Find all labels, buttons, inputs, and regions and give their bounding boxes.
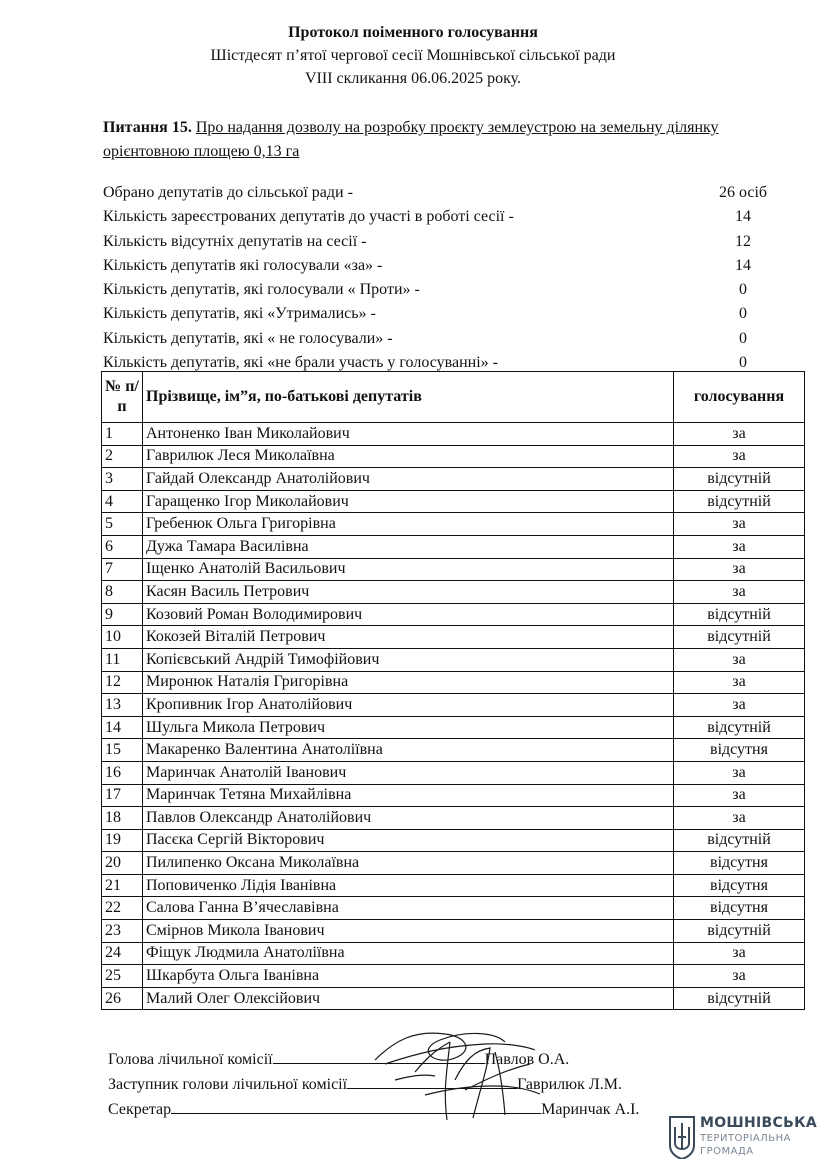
- row-name: Смірнов Микола Іванович: [143, 920, 674, 943]
- row-vote: за: [674, 671, 805, 694]
- document-session: VIII скликання 06.06.2025 року.: [304, 70, 522, 87]
- stat-row: [103, 184, 783, 208]
- stat-row: [103, 305, 783, 329]
- table-row: [102, 603, 805, 626]
- stat-row: [103, 257, 783, 281]
- stat-row: [103, 330, 783, 354]
- table-row: [102, 423, 805, 446]
- table-row: [102, 852, 805, 875]
- row-num: 11: [102, 648, 143, 671]
- question-block: [103, 116, 793, 164]
- row-vote: за: [674, 942, 805, 965]
- stat-label: Кількість депутатів які голосували «за» -: [103, 256, 383, 274]
- table-row: [102, 513, 805, 536]
- row-num: 21: [102, 874, 143, 897]
- table-row: [102, 874, 805, 897]
- row-num: 4: [102, 490, 143, 513]
- stat-value: 14: [735, 256, 751, 274]
- signature-role: Голова лічильної комісії: [108, 1051, 273, 1068]
- stat-row: [103, 281, 783, 305]
- row-num: 9: [102, 603, 143, 626]
- row-num: 17: [102, 784, 143, 807]
- row-vote: відсутня: [674, 852, 805, 875]
- row-name: Салова Ганна В’ячеславівна: [143, 897, 674, 920]
- table-header-row: [102, 372, 805, 423]
- row-num: 13: [102, 694, 143, 717]
- document-title: Протокол поіменного голосування: [288, 24, 538, 41]
- row-num: 23: [102, 920, 143, 943]
- row-name: Іщенко Анатолій Васильович: [143, 558, 674, 581]
- header-num: № п/п: [102, 372, 143, 423]
- table-row: [102, 716, 805, 739]
- row-vote: за: [674, 535, 805, 558]
- row-num: 10: [102, 626, 143, 649]
- logo-line3: ГРОМАДА: [700, 1146, 754, 1157]
- row-vote: за: [674, 807, 805, 830]
- table-row: [102, 626, 805, 649]
- row-num: 25: [102, 965, 143, 988]
- row-vote: за: [674, 965, 805, 988]
- row-name: Пилипенко Оксана Миколаївна: [143, 852, 674, 875]
- row-vote: відсутній: [674, 626, 805, 649]
- table-row: [102, 468, 805, 491]
- row-vote: за: [674, 423, 805, 446]
- row-num: 3: [102, 468, 143, 491]
- table-row: [102, 671, 805, 694]
- signature-name: Гаврилюк Л.М.: [517, 1076, 622, 1093]
- row-name: Гаврилюк Леся Миколаївна: [143, 445, 674, 468]
- row-name: Миронюк Наталія Григорівна: [143, 671, 674, 694]
- table-row: [102, 648, 805, 671]
- row-vote: за: [674, 784, 805, 807]
- table-row: [102, 761, 805, 784]
- row-name: Кокозей Віталій Петрович: [143, 626, 674, 649]
- signature-name: Павлов О.А.: [484, 1051, 570, 1068]
- row-num: 7: [102, 558, 143, 581]
- logo-line1: МОШНІВСЬКА: [700, 1115, 817, 1131]
- table-row: [102, 490, 805, 513]
- row-num: 5: [102, 513, 143, 536]
- question-text: Про надання дозволу на розробку проєкту землеустрою на земельну ділянку орієнтовною площею 0,13 га: [103, 119, 719, 160]
- row-vote: за: [674, 761, 805, 784]
- row-name: Маринчак Анатолій Іванович: [143, 761, 674, 784]
- signature-icon: [355, 1020, 585, 1130]
- table-row: [102, 694, 805, 717]
- table-row: [102, 897, 805, 920]
- row-vote: відсутній: [674, 716, 805, 739]
- question-label: Питання 15.: [103, 119, 192, 136]
- row-vote: відсутня: [674, 874, 805, 897]
- row-name: Маринчак Тетяна Михайлівна: [143, 784, 674, 807]
- header-name: Прізвище, ім”я, по-батькові депутатів: [143, 372, 674, 423]
- table-row: [102, 987, 805, 1010]
- trident-emblem-icon: [668, 1115, 696, 1159]
- row-vote: відсутній: [674, 987, 805, 1010]
- row-name: Дужа Тамара Василівна: [143, 535, 674, 558]
- row-vote: за: [674, 558, 805, 581]
- stat-value: 26 осіб: [718, 184, 768, 201]
- stat-row: [103, 233, 783, 257]
- row-num: 15: [102, 739, 143, 762]
- row-num: 12: [102, 671, 143, 694]
- table-row: [102, 445, 805, 468]
- row-num: 24: [102, 942, 143, 965]
- row-vote: відсутній: [674, 603, 805, 626]
- table-row: [102, 581, 805, 604]
- stat-value: 14: [735, 208, 751, 226]
- row-name: Шкарбута Ольга Іванівна: [143, 965, 674, 988]
- row-num: 20: [102, 852, 143, 875]
- row-vote: відсутній: [674, 920, 805, 943]
- table-row: [102, 829, 805, 852]
- stat-label: Кількість депутатів, які голосували « Проти» -: [103, 281, 420, 299]
- table-row: [102, 558, 805, 581]
- row-num: 22: [102, 897, 143, 920]
- stat-value: 0: [739, 354, 747, 372]
- header-vote: голосування: [674, 372, 805, 423]
- table-row: [102, 920, 805, 943]
- table-row: [102, 739, 805, 762]
- row-vote: відсутня: [674, 739, 805, 762]
- row-name: Шульга Микола Петрович: [143, 716, 674, 739]
- row-num: 8: [102, 581, 143, 604]
- stat-label: Кількість депутатів, які « не голосували» -: [103, 329, 393, 347]
- row-vote: за: [674, 445, 805, 468]
- row-name: Пасєка Сергій Вікторович: [143, 829, 674, 852]
- stat-label: Обрано депутатів до сільської ради -: [103, 184, 353, 201]
- row-name: Поповиченко Лідія Іванівна: [143, 874, 674, 897]
- signature-role: Секретар: [108, 1101, 172, 1118]
- stat-value: 0: [739, 305, 747, 323]
- votes-table: [101, 371, 805, 1010]
- logo-line2: ТЕРИТОРІАЛЬНА: [700, 1133, 791, 1144]
- table-row: [102, 942, 805, 965]
- row-num: 14: [102, 716, 143, 739]
- stat-value: 12: [735, 232, 751, 250]
- row-name: Павлов Олександр Анатолійович: [143, 807, 674, 830]
- row-vote: відсутній: [674, 468, 805, 491]
- row-vote: відсутній: [674, 490, 805, 513]
- stat-row: [103, 208, 783, 232]
- row-vote: за: [674, 648, 805, 671]
- row-vote: за: [674, 694, 805, 717]
- stats-list: [103, 184, 783, 378]
- table-row: [102, 535, 805, 558]
- row-name: Кропивник Ігор Анатолійович: [143, 694, 674, 717]
- table-row: [102, 784, 805, 807]
- stat-label: Кількість зареєстрованих депутатів до участі в роботі сесії -: [103, 208, 514, 226]
- table-row: [102, 965, 805, 988]
- row-vote: за: [674, 581, 805, 604]
- row-name: Гайдай Олександр Анатолійович: [143, 468, 674, 491]
- row-vote: за: [674, 513, 805, 536]
- row-num: 26: [102, 987, 143, 1010]
- row-num: 2: [102, 445, 143, 468]
- row-name: Копієвський Андрій Тимофійович: [143, 648, 674, 671]
- row-name: Макаренко Валентина Анатоліївна: [143, 739, 674, 762]
- row-vote: відсутня: [674, 897, 805, 920]
- document-subtitle: Шістдесят п’ятої чергової сесії Мошнівської сільської ради: [210, 47, 616, 64]
- community-logo: [668, 1115, 817, 1161]
- row-num: 16: [102, 761, 143, 784]
- row-name: Гребенюк Ольга Григорівна: [143, 513, 674, 536]
- table-row: [102, 807, 805, 830]
- row-name: Козовий Роман Володимирович: [143, 603, 674, 626]
- row-num: 19: [102, 829, 143, 852]
- stat-label: Кількість депутатів, які «Утримались» -: [103, 305, 376, 323]
- row-num: 18: [102, 807, 143, 830]
- row-name: Касян Василь Петрович: [143, 581, 674, 604]
- stat-value: 0: [739, 329, 747, 347]
- row-num: 6: [102, 535, 143, 558]
- stat-label: Кількість відсутніх депутатів на сесії -: [103, 232, 367, 250]
- row-vote: відсутній: [674, 829, 805, 852]
- row-name: Антоненко Іван Миколайович: [143, 423, 674, 446]
- stat-value: 0: [739, 281, 747, 299]
- row-name: Фіщук Людмила Анатоліївна: [143, 942, 674, 965]
- signature-role: Заступник голови лічильної комісії: [108, 1076, 348, 1093]
- row-num: 1: [102, 423, 143, 446]
- row-name: Гаращенко Ігор Миколайович: [143, 490, 674, 513]
- row-name: Малий Олег Олексійович: [143, 987, 674, 1010]
- stat-label: Кількість депутатів, які «не брали участь у голосуванні» -: [103, 354, 498, 372]
- signature-name: Маринчак А.І.: [541, 1101, 640, 1118]
